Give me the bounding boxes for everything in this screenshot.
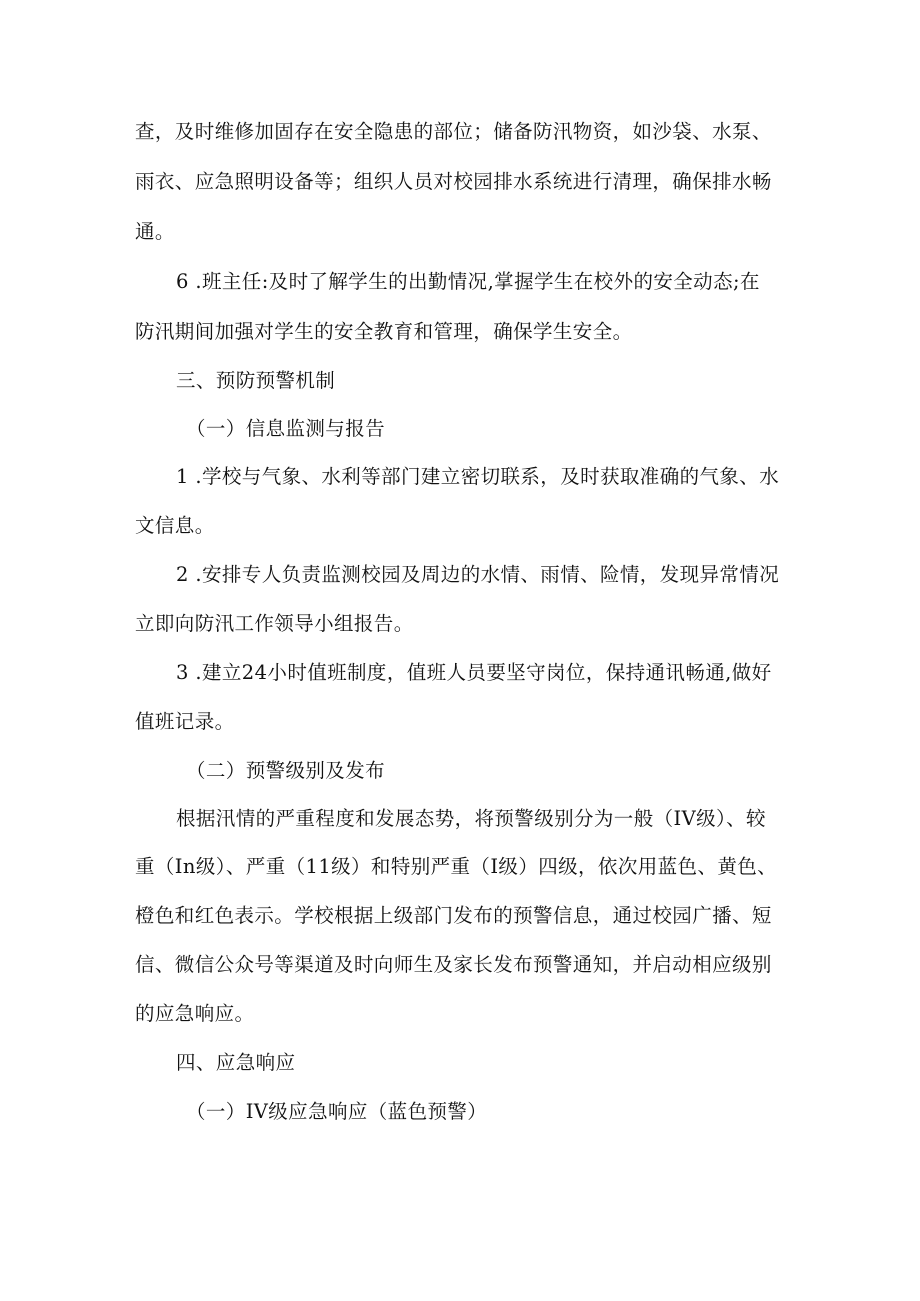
text-line: 2 .安排专人负责监测校园及周边的水情、雨情、险情，发现异常情况 [176,563,780,586]
text-line: 值班记录。 [135,710,235,733]
text-line: 文信息。 [135,514,215,537]
text-line: 重（In级）、严重（11级）和特别严重（I级）四级，依次用蓝色、黄色、 [135,855,778,878]
text-line: 3 .建立24小时值班制度，值班人员要坚守岗位，保持通讯畅通,做好 [176,661,772,684]
text-line: 的应急响应。 [135,1002,255,1025]
text-line: 根据汛情的严重程度和发展态势，将预警级别分为一般（IV级）、较 [176,807,766,830]
section-heading: 四、应急响应 [176,1051,296,1074]
section-heading: 三、预防预警机制 [176,369,336,392]
text-line: 6 .班主任:及时了解学生的出勤情况,掌握学生在校外的安全动态;在 [176,270,760,293]
subsection-heading: （一）IV级应急响应（蓝色预警） [186,1100,488,1123]
text-line: 1 .学校与气象、水利等部门建立密切联系，及时获取准确的气象、水 [176,465,780,488]
text-line: 查，及时维修加固存在安全隐患的部位；储备防汛物资，如沙袋、水泵、 [135,120,772,143]
subsection-heading: （一）信息监测与报告 [186,417,386,440]
subsection-heading: （二）预警级别及发布 [186,759,386,782]
text-line: 橙色和红色表示。学校根据上级部门发布的预警信息，通过校园广播、短 [135,904,772,927]
text-line: 雨衣、应急照明设备等；组织人员对校园排水系统进行清理，确保排水畅 [135,170,772,193]
text-line: 信、微信公众号等渠道及时向师生及家长发布预警通知，并启动相应级别 [135,953,772,976]
text-line: 通。 [135,220,175,243]
text-line: 立即向防汛工作领导小组报告。 [135,612,414,635]
text-line: 防汛期间加强对学生的安全教育和管理，确保学生安全。 [135,320,633,343]
